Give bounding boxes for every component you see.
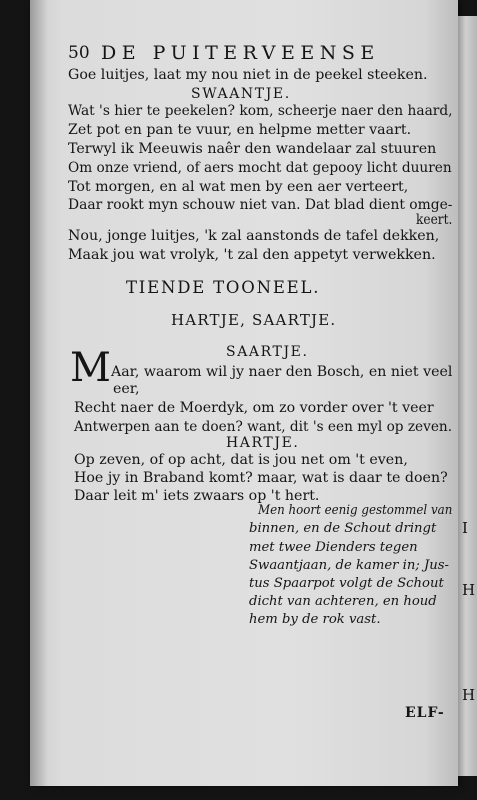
edge-letter: H: [462, 581, 476, 599]
running-head: DE PUITERVEENSE: [101, 42, 380, 64]
verse-line: Om onze vriend, of aers mocht dat gepooy licht duuren: [68, 160, 452, 176]
verse-line: Maak jou wat vrolyk, 't zal den appetyt verwekken.: [68, 247, 436, 263]
catchword: ELF-: [405, 705, 445, 721]
verse-line: Terwyl ik Meeuwis naêr den wandelaar zal stuuren: [68, 141, 437, 157]
scene-title: TIENDE TOONEEL.: [126, 278, 321, 297]
stage-direction-line: dicht van achteren, en houd: [249, 594, 437, 609]
verse-line: Op zeven, of op acht, dat is jou net om 't even,: [74, 452, 408, 468]
verse-line: Wat 's hier te peekelen? kom, scheerje naer den haard,: [68, 103, 453, 119]
stage-direction-line: binnen, en de Schout dringt: [249, 521, 437, 536]
verse-line: Recht naer de Moerdyk, om zo vorder over 't veer: [74, 400, 434, 416]
stage-direction-line: hem by de rok vast.: [249, 612, 381, 627]
stage-direction-line: met twee Dienders tegen: [249, 540, 418, 555]
verse-line: Daar rookt myn schouw niet van. Dat blad dient omge-: [68, 197, 453, 213]
verse-line: Nou, jonge luitjes, 'k zal aanstonds de tafel dekken,: [68, 228, 440, 244]
verse-line: Zet pot en pan te vuur, en helpme metter vaart.: [68, 122, 412, 138]
edge-letter: I: [462, 519, 468, 537]
verse-line: Aar, waarom wil jy naer den Bosch, en niet veel: [111, 364, 453, 380]
verse-line: Daar leit m' iets zwaars op 't hert.: [74, 488, 320, 504]
stage-direction-line: Swaantjaan, de kamer in; Jus-: [249, 558, 449, 573]
verse-line: Goe luitjes, laat my nou niet in de peekel steeken.: [68, 67, 428, 83]
verse-line: Tot morgen, en al wat men by een aer verteert,: [68, 179, 409, 195]
stage-direction-line: Men hoort eenig gestommel van: [258, 503, 453, 518]
speaker-name: SAARTJE.: [226, 344, 309, 360]
verse-line-turnover: eer,: [113, 381, 140, 397]
speaker-name: SWAANTJE.: [191, 86, 291, 102]
edge-letter: H: [462, 686, 476, 704]
verse-line-turnover: keert.: [416, 212, 453, 228]
page-number: 50: [68, 43, 90, 63]
speaker-name: HARTJE.: [226, 435, 300, 451]
verse-line: Hoe jy in Braband komt? maar, wat is daar te doen?: [74, 470, 448, 486]
verse-line: Antwerpen aan te doen? want, dit 's een myl op zeven.: [74, 419, 453, 435]
stage-direction-line: tus Spaarpot volgt de Schout: [249, 576, 444, 591]
drop-capital: M: [70, 345, 111, 391]
scene-characters: HARTJE, SAARTJE.: [171, 311, 337, 329]
